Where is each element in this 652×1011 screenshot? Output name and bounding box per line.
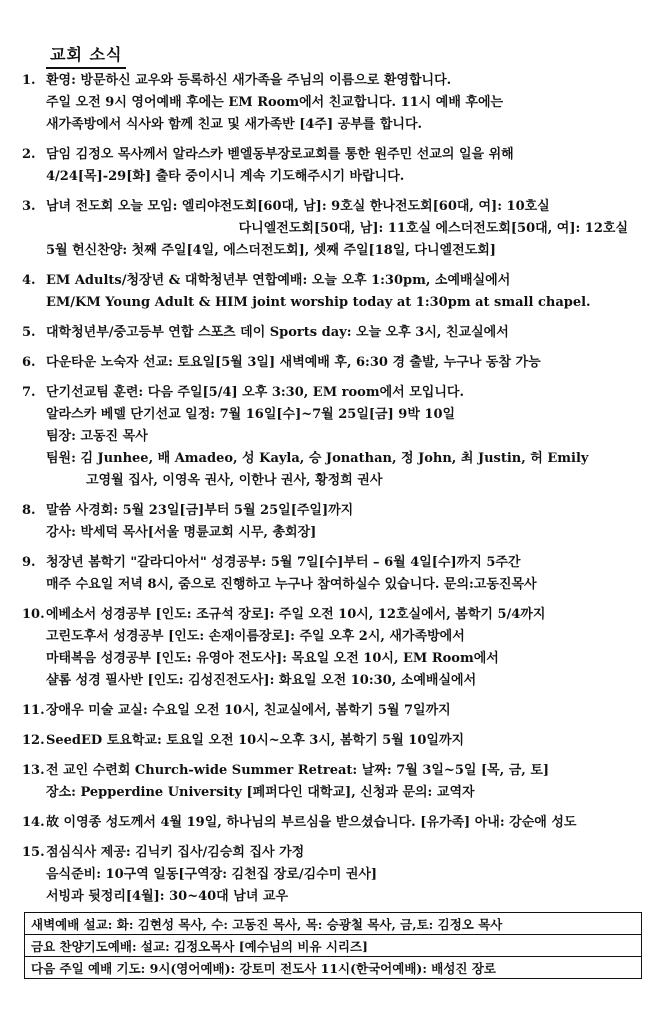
schedule-next-prayer: 다음 주일 예배 기도: 9시(영어예배): 강토미 전도사 11시(한국어예배): 배성진 장로: [25, 957, 642, 979]
schedule-dawn-sermon: 새벽예배 설교: 화: 김현성 목사, 수: 고동진 목사, 목: 승광철 목사, 금,토: 김정오 목사: [25, 913, 642, 935]
news-item: [0, 352, 652, 374]
news-item-line: 장애우 미술 교실: 수요일 오전 10시, 친교실에서, 봄학기 5월 7일까지: [46, 703, 451, 718]
news-item-line: 매주 수요일 저녁 8시, 줌으로 진행하고 누구나 참여하실수 있습니다. 문의:고동진목사: [46, 577, 537, 592]
news-item-line: 4/24[목]-29[화] 출타 중이시니 계속 기도해주시기 바랍니다.: [46, 169, 405, 184]
news-item-line: 대학청년부/중고등부 연합 스포츠 데이 Sports day: 오늘 오후 3시, 친교실에서: [46, 325, 509, 340]
news-item-line: 5월 헌신찬양: 첫째 주일[4일, 에스더전도회], 셋째 주일[18일, 다니엘전도회]: [46, 243, 496, 258]
news-item: [0, 196, 652, 262]
news-item: [0, 70, 652, 136]
news-item: [0, 382, 652, 492]
news-item-number: 1.: [22, 73, 36, 88]
news-item: [0, 144, 652, 188]
news-item-line: 전 교인 수련회 Church-wide Summer Retreat: 날짜: 7월 3일~5일 [목, 금, 토]: [46, 763, 550, 778]
schedule-row: [25, 913, 642, 935]
news-item: [0, 842, 652, 908]
news-item-line: 단기선교팀 훈련: 다음 주일[5/4] 오후 3:30, EM room에서 모입니다.: [46, 385, 464, 400]
news-item-number: 6.: [22, 355, 36, 370]
news-list: [0, 70, 652, 916]
news-item-line: 팀장: 고동진 목사: [46, 429, 148, 444]
news-item-number: 8.: [22, 503, 36, 518]
news-item-line: 알라스카 베델 단기선교 일정: 7월 16일[수]~7월 25일[금] 9박 10일: [46, 407, 456, 422]
news-item-line: 고영월 집사, 이영옥 권사, 이한나 권사, 황정희 권사: [86, 473, 383, 488]
news-item: [0, 604, 652, 692]
news-item-number: 7.: [22, 385, 36, 400]
news-item-line: 마태복음 성경공부 [인도: 유영아 전도사]: 목요일 오전 10시, EM Room에서: [46, 651, 499, 666]
schedule-box: [24, 912, 642, 979]
news-item: [0, 700, 652, 722]
news-item-line: 담임 김정오 목사께서 알라스카 벧엘동부장로교회를 통한 원주민 선교의 일을 위해: [46, 147, 514, 162]
news-item-line: EM/KM Young Adult & HIM joint worship today at 1:30pm at small chapel.: [46, 295, 591, 310]
news-item-line: 다운타운 노숙자 선교: 토요일[5월 3일] 새벽예배 후, 6:30 경 출발, 누구나 동참 가능: [46, 355, 541, 370]
news-item-line: 고린도후서 성경공부 [인도: 손재이름장로]: 주일 오후 2시, 새가족방에서: [46, 629, 465, 644]
news-item: [0, 760, 652, 804]
news-item-line: 장소: Pepperdine University [페퍼다인 대학교], 신청과 문의: 교역자: [46, 785, 475, 800]
news-item-line: 강사: 박세덕 목사[서울 명륜교회 시무, 총회장]: [46, 525, 317, 540]
news-item-line: 다니엘전도회[50대, 남]: 11호실 에스더전도회[50대, 여]: 12호실: [238, 221, 628, 236]
news-item-line: 남녀 전도회 오늘 모임: 엘리야전도회[60대, 남]: 9호실 한나전도회[60대, 여]: 10호실: [46, 199, 550, 214]
news-item-line: 새가족방에서 식사와 함께 친교 및 새가족반 [4주] 공부를 합니다.: [46, 117, 423, 132]
news-item-number: 14.: [22, 815, 45, 830]
news-item-line: 청장년 봄학기 "갈라디아서" 성경공부: 5월 7일[수]부터 – 6월 4일[수]까지 5주간: [46, 555, 521, 570]
news-item-line: 환영: 방문하신 교우와 등록하신 새가족을 주님의 이름으로 환영합니다.: [46, 73, 452, 88]
news-item-number: 12.: [22, 733, 45, 748]
page-title: 교회 소식: [46, 42, 126, 69]
news-item-line: 에베소서 성경공부 [인도: 조규석 장로]: 주일 오전 10시, 12호실에서, 봄학기 5/4까지: [46, 607, 546, 622]
news-item-number: 3.: [22, 199, 36, 214]
news-item-number: 4.: [22, 273, 36, 288]
schedule-row: [25, 957, 642, 979]
news-item-line: SeedED 토요학교: 토요일 오전 10시~오후 3시, 봄학기 5월 10일까지: [46, 733, 465, 748]
news-item-line: 샬롬 성경 필사반 [인도: 김성진전도사]: 화요일 오전 10:30, 소예배실에서: [46, 673, 477, 688]
news-item-number: 9.: [22, 555, 36, 570]
news-item-number: 13.: [22, 763, 45, 778]
news-item: [0, 812, 652, 834]
news-item-line: EM Adults/청장년 & 대학청년부 연합예배: 오늘 오후 1:30pm, 소예배실에서: [46, 273, 511, 288]
news-item-line: 음식준비: 10구역 일동[구역장: 김천집 장로/김수미 권사]: [46, 867, 378, 882]
news-item-line: 말씀 사경회: 5월 23일[금]부터 5월 25일[주일]까지: [46, 503, 354, 518]
news-item: [0, 500, 652, 544]
news-item-number: 5.: [22, 325, 36, 340]
schedule-row: [25, 935, 642, 957]
news-item-line: 주일 오전 9시 영어예배 후에는 EM Room에서 친교합니다. 11시 예배 후에는: [46, 95, 504, 110]
news-item-number: 10.: [22, 607, 45, 622]
news-item-number: 2.: [22, 147, 36, 162]
news-item-line: 점심식사 제공: 김닉키 집사/김승희 집사 가정: [46, 845, 305, 860]
news-item-number: 15.: [22, 845, 45, 860]
news-item-line: 故 이영종 성도께서 4월 19일, 하나님의 부르심을 받으셨습니다. [유가족] 아내: 강순애 성도: [46, 815, 577, 830]
news-item: [0, 552, 652, 596]
schedule-friday-worship: 금요 찬양기도예배: 설교: 김정오목사 [예수님의 비유 시리즈]: [25, 935, 642, 957]
news-item-line: 팀원: 김 Junhee, 배 Amadeo, 성 Kayla, 승 Jonathan, 정 John, 최 Justin, 허 Emily: [46, 451, 589, 466]
news-item: [0, 322, 652, 344]
news-item-number: 11.: [22, 703, 45, 718]
news-item: [0, 270, 652, 314]
news-item: [0, 730, 652, 752]
news-item-line: 서빙과 뒷정리[4월]: 30~40대 남녀 교우: [46, 889, 289, 904]
